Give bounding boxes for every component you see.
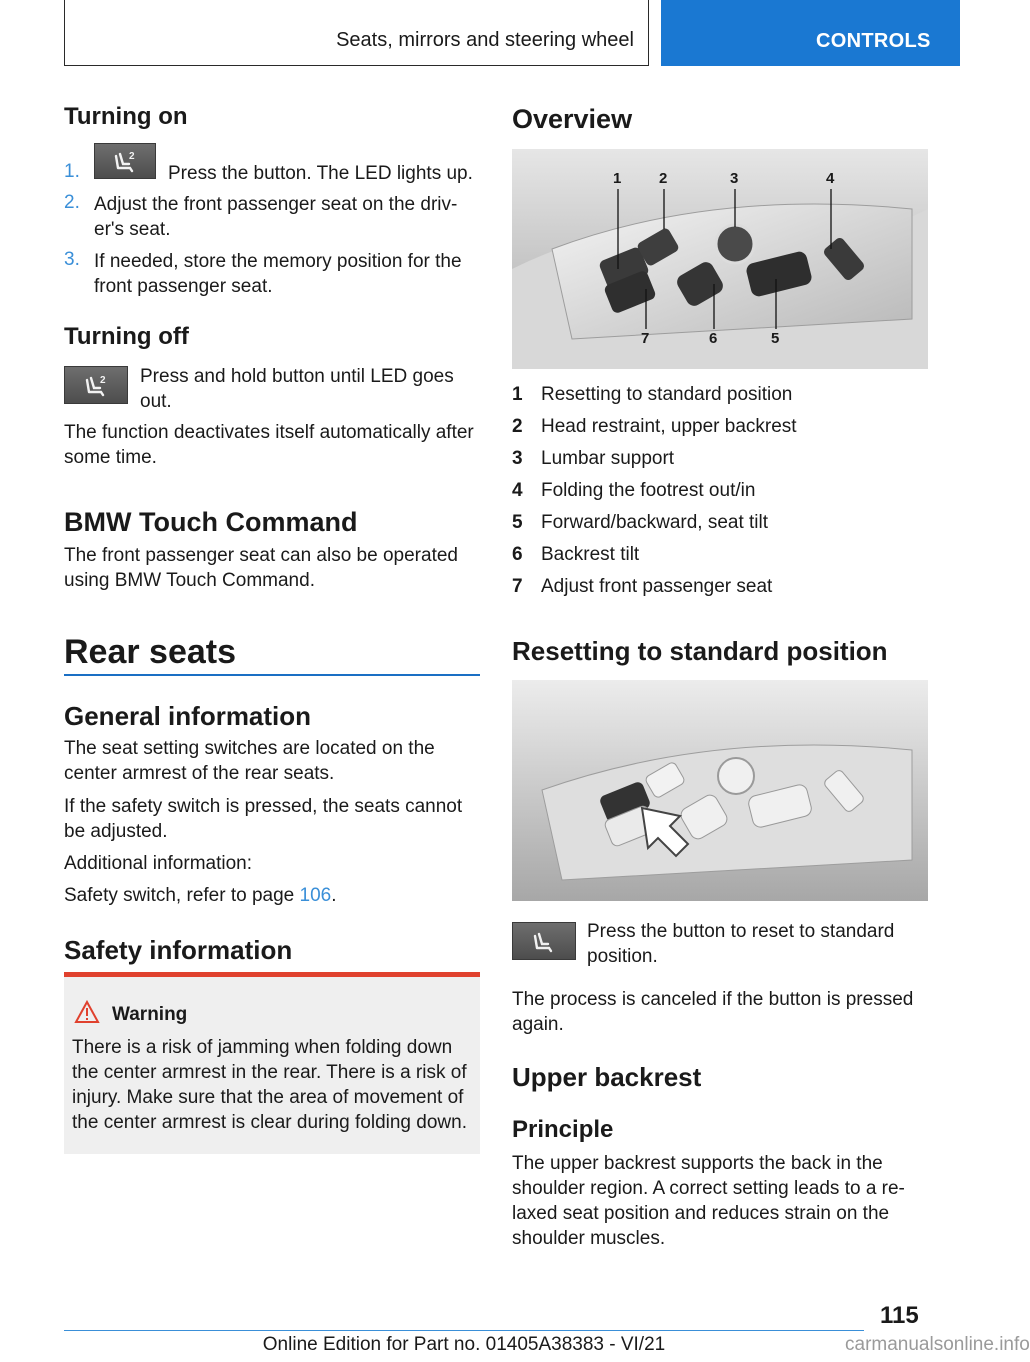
svg-text:2: 2 xyxy=(129,151,135,162)
photo-callout-label: 5 xyxy=(771,330,780,347)
reset-body1: The process is canceled if the button is pressed xyxy=(512,989,914,1010)
page-link[interactable]: 106 xyxy=(299,885,332,906)
turning-off-line1: Press and hold button until LED goes xyxy=(140,366,454,387)
photo-callout-label: 6 xyxy=(709,330,718,347)
legend-number: 3 xyxy=(512,448,523,469)
reset-line1: Press the button to reset to standard xyxy=(587,921,895,942)
general-p1-line1: The seat setting switches are located on the xyxy=(64,738,435,759)
subheading-principle: Principle xyxy=(512,1116,614,1143)
step-number: 2. xyxy=(64,192,80,213)
reset-body2: again. xyxy=(512,1014,564,1035)
step-number: 1. xyxy=(64,161,80,182)
warning-title: Warning xyxy=(112,1004,188,1025)
heading-general-info: General information xyxy=(64,701,312,731)
general-p2-line2: be adjusted. xyxy=(64,821,168,842)
principle-line2: shoulder region. A correct setting leads to a re- xyxy=(512,1178,905,1199)
legend-number: 5 xyxy=(512,512,523,533)
heading-touch-command: BMW Touch Command xyxy=(64,507,358,537)
reset-line2: position. xyxy=(587,946,658,967)
touch-line1: The front passenger seat can also be operated xyxy=(64,545,458,566)
legend-number: 7 xyxy=(512,576,523,597)
turning-off-body1: The function deactivates itself automatically after xyxy=(64,422,474,443)
general-p3: Additional information: xyxy=(64,853,252,874)
heading-reset: Resetting to standard position xyxy=(512,636,888,666)
principle-line1: The upper backrest supports the back in the xyxy=(512,1153,883,1174)
legend-text: Head restraint, upper backrest xyxy=(541,416,797,437)
footer-rule xyxy=(64,1330,864,1331)
warning-triangle-icon xyxy=(74,1000,100,1029)
photo-callout-label: 2 xyxy=(659,170,668,187)
passenger-seat-button-icon xyxy=(64,366,128,404)
seat-controls-photo xyxy=(512,149,928,369)
photo-callout-label: 3 xyxy=(730,170,739,187)
ref-punct: . xyxy=(331,885,337,906)
footer-edition: Online Edition for Part no. 01405A38383 - VI/21 xyxy=(262,1334,666,1355)
general-p1-line2: center armrest of the rear seats. xyxy=(64,763,335,784)
heading-safety-info: Safety information xyxy=(64,935,293,965)
photo-callout-label: 1 xyxy=(613,170,622,187)
heading-turning-off: Turning off xyxy=(64,323,189,350)
general-p2-line1: If the safety switch is pressed, the seats cannot xyxy=(64,796,463,817)
legend-text: Lumbar support xyxy=(541,448,675,469)
warning-line2: the center armrest in the rear. There is a risk of xyxy=(72,1062,467,1083)
warning-line3: injury. Make sure that the area of movement of xyxy=(72,1087,464,1108)
reset-button-photo xyxy=(512,680,928,901)
warning-line1: There is a risk of jamming when folding down xyxy=(72,1037,453,1058)
reset-seat-button-icon xyxy=(512,922,576,960)
touch-line2: using BMW Touch Command. xyxy=(64,570,315,591)
legend-text: Resetting to standard position xyxy=(541,384,793,405)
passenger-seat-button-icon xyxy=(94,143,156,179)
chapter-tab[interactable]: CONTROLS xyxy=(661,0,960,66)
legend-number: 6 xyxy=(512,544,523,565)
legend-number: 4 xyxy=(512,480,523,501)
ref-text: Safety switch, refer to page xyxy=(64,885,300,906)
legend-text: Backrest tilt xyxy=(541,544,640,565)
heading-upper-backrest: Upper backrest xyxy=(512,1062,702,1092)
general-p4 xyxy=(64,883,337,908)
watermark-text: carmanualsonline.info xyxy=(845,1334,1030,1355)
step-1-text: Press the button. The LED lights up. xyxy=(168,163,473,184)
step-3-text-line2: front passenger seat. xyxy=(94,276,273,297)
heading-overview: Overview xyxy=(512,104,633,134)
running-header-section: Seats, mirrors and steering wheel xyxy=(64,0,649,66)
turning-off-line2: out. xyxy=(140,391,172,412)
warning-line4: the center armrest is clear during folding down. xyxy=(72,1112,467,1133)
step-2-text-line2: er's seat. xyxy=(94,219,171,240)
photo-callout-label: 7 xyxy=(641,330,650,347)
section-rule xyxy=(64,674,480,676)
svg-text:2: 2 xyxy=(100,375,106,386)
legend-number: 1 xyxy=(512,384,523,405)
legend-text: Adjust front passenger seat xyxy=(541,576,773,597)
step-2-text-line1: Adjust the front passenger seat on the driv- xyxy=(94,194,458,215)
heading-turning-on: Turning on xyxy=(64,103,188,130)
step-number: 3. xyxy=(64,249,80,270)
photo-callout-label: 4 xyxy=(826,170,835,187)
step-3-text-line1: If needed, store the memory position for the xyxy=(94,251,462,272)
legend-text: Forward/backward, seat tilt xyxy=(541,512,769,533)
legend-text: Folding the footrest out/in xyxy=(541,480,756,501)
turning-off-body2: some time. xyxy=(64,447,157,468)
principle-line3: laxed seat position and reduces strain on the xyxy=(512,1203,890,1224)
page-number: 115 xyxy=(880,1302,919,1329)
principle-line4: shoulder muscles. xyxy=(512,1228,666,1249)
heading-rear-seats: Rear seats xyxy=(64,633,237,671)
legend-number: 2 xyxy=(512,416,523,437)
